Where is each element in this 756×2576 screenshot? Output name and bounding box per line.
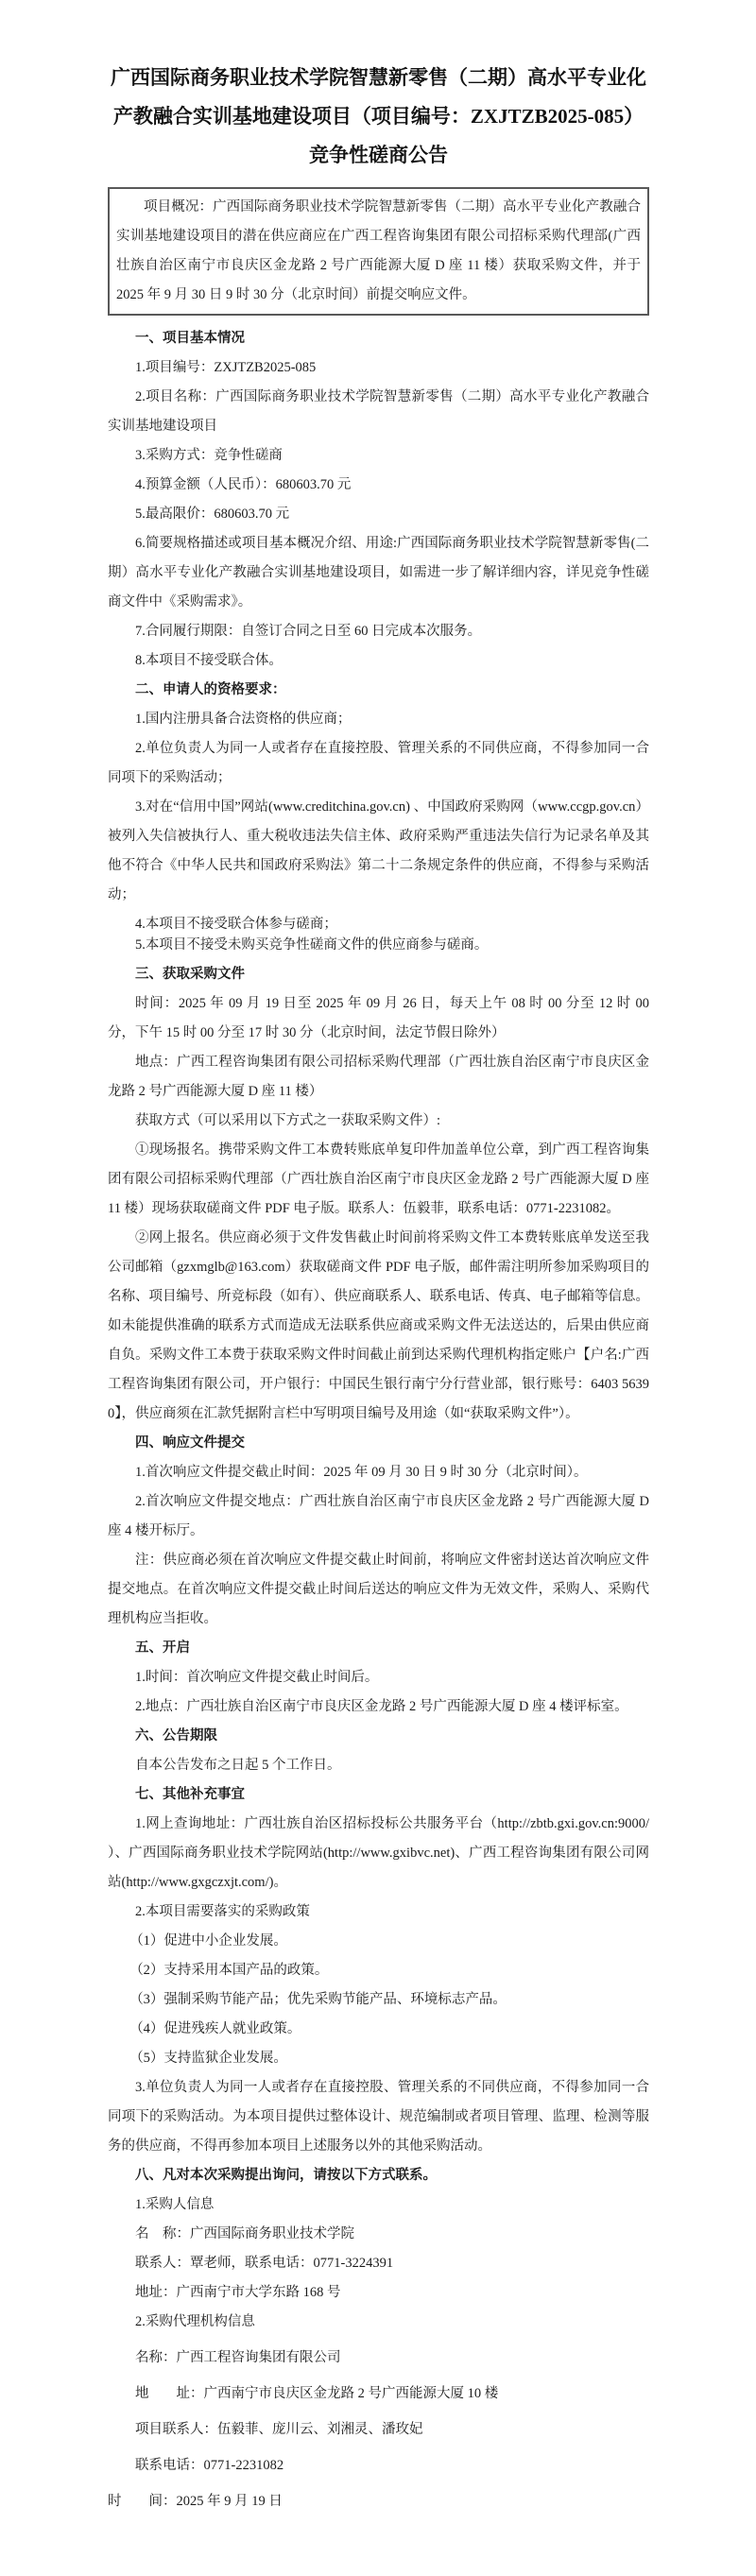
project-overview-box (108, 187, 649, 316)
paragraph: 联系人：覃老师，联系电话：0771-3224391 (135, 2256, 394, 2271)
section-heading: 五、开启 (135, 1640, 190, 1656)
paragraph: 获取方式（可以采用以下方式之一获取采购文件）: (135, 1113, 441, 1128)
paragraph: 1.项目编号：ZXJTZB2025-085 (135, 360, 317, 375)
paragraph: ①现场报名。携带采购文件工本费转账底单复印件加盖单位公章，到广西工程咨询集团有限公司招标采购代理部（广西壮族自治区南宁市良庆区金龙路 2 号广西能源大厦 D 座 11 楼）现场获取磋商文件 PDF 电子版。联系人：伍毅菲，联系电话：0771-2231082。 (108, 1142, 649, 1216)
document-title-main: 广西国际商务职业技术学院智慧新零售（二期）高水平专业化产教融合实训基地建设项目（项目编号：ZXJTZB2025-085） (111, 66, 646, 128)
paragraph: （2）支持采用本国产品的政策。 (129, 1963, 329, 1978)
document-title (108, 59, 649, 175)
section-heading: 三、获取采购文件 (135, 967, 245, 982)
paragraph: 2.本项目需要落实的采购政策 (135, 1904, 310, 1919)
paragraph: 注：供应商必须在首次响应文件提交截止时间前，将响应文件密封送达首次响应文件提交地点。在首次响应文件提交截止时间后送达的响应文件为无效文件，采购人、采购代理机构应当拒收。 (108, 1553, 649, 1626)
paragraph: 2.单位负责人为同一人或者存在直接控股、管理关系的不同供应商，不得参加同一合同项下的采购活动； (108, 741, 649, 785)
paragraph: 5.本项目不接受未购买竞争性磋商文件的供应商参与磋商。 (135, 937, 489, 953)
paragraph: （5）支持监狱企业发展。 (129, 2051, 287, 2066)
section-heading: 四、响应文件提交 (135, 1435, 245, 1451)
announcement-sections (108, 324, 649, 2516)
paragraph: （3）强制采购节能产品；优先采购节能产品、环境标志产品。 (129, 1992, 507, 2007)
paragraph: 3.单位负责人为同一人或者存在直接控股、管理关系的不同供应商，不得参加同一合同项下的采购活动。为本项目提供过整体设计、规范编制或者项目管理、监理、检测等服务的供应商，不得再参加本项目上述服务以外的其他采购活动。 (108, 2080, 649, 2154)
paragraph: 2.地点：广西壮族自治区南宁市良庆区金龙路 2 号广西能源大厦 D 座 4 楼评标室。 (135, 1699, 628, 1714)
paragraph: 4.本项目不接受联合体参与磋商； (135, 917, 337, 932)
paragraph: （4）促进残疾人就业政策。 (129, 2021, 301, 2036)
paragraph: 5.最高限价：680603.70 元 (135, 507, 290, 522)
paragraph: 地 址：广西南宁市良庆区金龙路 2 号广西能源大厦 10 楼 (135, 2386, 499, 2401)
paragraph: 4.预算金额（人民币）：680603.70 元 (135, 477, 352, 492)
paragraph: ②网上报名。供应商必须于文件发售截止时间前将采购文件工本费转账底单发送至我公司邮箱（gzxmglb@163.com）获取磋商文件 PDF 电子版，邮件需注明所参加采购项目的名称、项目编号、所竞标段（如有）、供应商联系人、联系电话、传真、电子邮箱等信息。如未能提供准确的联系方式而造成无法联系供应商或采购文件无法送达的，后果由供应商自负。采购文件工本费于获取采购文件时间截止前到达采购代理机构指定账户【户名:广西工程咨询集团有限公司，开户银行：中国民生银行南宁分行营业部，银行账号：6403 5639 0】，供应商须在汇款凭据附言栏中写明项目编号及用途（如“获取采购文件”）。 (108, 1230, 649, 1421)
section-heading: 六、公告期限 (135, 1728, 217, 1743)
paragraph: 名 称：广西国际商务职业技术学院 (135, 2226, 354, 2241)
paragraph: 1.国内注册具备合法资格的供应商； (135, 712, 352, 727)
paragraph: 名称：广西工程咨询集团有限公司 (135, 2350, 341, 2365)
paragraph: 1.网上查询地址：广西壮族自治区招标投标公共服务平台（http://zbtb.gxi.gov.cn:9000/ ）、广西国际商务职业技术学院网站(http://www.gxibvc.net)、广西工程咨询集团有限公司网站(http://www.gxgczxjt.com/)。 (108, 1816, 649, 1890)
paragraph: 联系电话：0771-2231082 (135, 2458, 284, 2473)
paragraph: 6.简要规格描述或项目基本概况介绍、用途:广西国际商务职业技术学院智慧新零售(二期）高水平专业化产教融合实训基地建设项目，如需进一步了解详细内容，详见竞争性磋商文件中《采购需求》。 (108, 536, 649, 610)
paragraph: 1.时间：首次响应文件提交截止时间后。 (135, 1670, 379, 1685)
paragraph: 7.合同履行期限：自签订合同之日至 60 日完成本次服务。 (135, 624, 482, 639)
section-heading: 一、项目基本情况 (135, 331, 245, 346)
paragraph: 3.对在“信用中国”网站(www.creditchina.gov.cn) 、中国政府采购网（www.ccgp.gov.cn）被列入失信被执行人、重大税收违法失信主体、政府采购严重违法失信行为记录名单及其他不符合《中华人民共和国政府采购法》第二十二条规定条件的供应商，不得参与采购活动； (108, 799, 649, 902)
document-title-sub: 竞争性磋商公告 (309, 144, 448, 166)
paragraph: 2.首次响应文件提交地点：广西壮族自治区南宁市良庆区金龙路 2 号广西能源大厦 D 座 4 楼开标厅。 (108, 1494, 649, 1538)
paragraph: 1.采购人信息 (135, 2197, 215, 2212)
paragraph: 2.项目名称：广西国际商务职业技术学院智慧新零售（二期）高水平专业化产教融合实训基地建设项目 (108, 389, 649, 434)
paragraph: （1）促进中小企业发展。 (129, 1933, 287, 1949)
paragraph: 1.首次响应文件提交截止时间：2025 年 09 月 30 日 9 时 30 分（北京时间）。 (135, 1465, 588, 1480)
section-heading: 八、凡对本次采购提出询问，请按以下方式联系。 (135, 2168, 437, 2183)
project-overview-text: 项目概况：广西国际商务职业技术学院智慧新零售（二期）高水平专业化产教融合实训基地建设项目的潜在供应商应在广西工程咨询集团有限公司招标采购代理部(广西壮族自治区南宁市良庆区金龙路 2 号广西能源大厦 D 座 11 楼）获取采购文件，并于 2025 年 9 月 30 日 9 时 30 分（北京时间）前提交响应文件。 (116, 199, 641, 302)
paragraph: 地点：广西工程咨询集团有限公司招标采购代理部（广西壮族自治区南宁市良庆区金龙路 2 号广西能源大厦 D 座 11 楼） (108, 1055, 649, 1099)
paragraph: 地址：广西南宁市大学东路 168 号 (135, 2285, 341, 2300)
paragraph: 时 间：2025 年 9 月 19 日 (108, 2494, 283, 2509)
paragraph: 3.采购方式：竞争性磋商 (135, 448, 283, 463)
paragraph: 8.本项目不接受联合体。 (135, 653, 283, 668)
paragraph: 自本公告发布之日起 5 个工作日。 (135, 1758, 341, 1773)
paragraph: 2.采购代理机构信息 (135, 2314, 255, 2329)
paragraph: 时间：2025 年 09 月 19 日至 2025 年 09 月 26 日，每天上午 08 时 00 分至 12 时 00 分，下午 15 时 00 分至 17 时 30 分（北京时间，法定节假日除外） (108, 996, 649, 1040)
section-heading: 七、其他补充事宜 (135, 1787, 245, 1802)
section-heading: 二、申请人的资格要求： (135, 682, 286, 697)
paragraph: 项目联系人：伍毅菲、庞川云、刘湘灵、潘玫妃 (135, 2422, 423, 2437)
